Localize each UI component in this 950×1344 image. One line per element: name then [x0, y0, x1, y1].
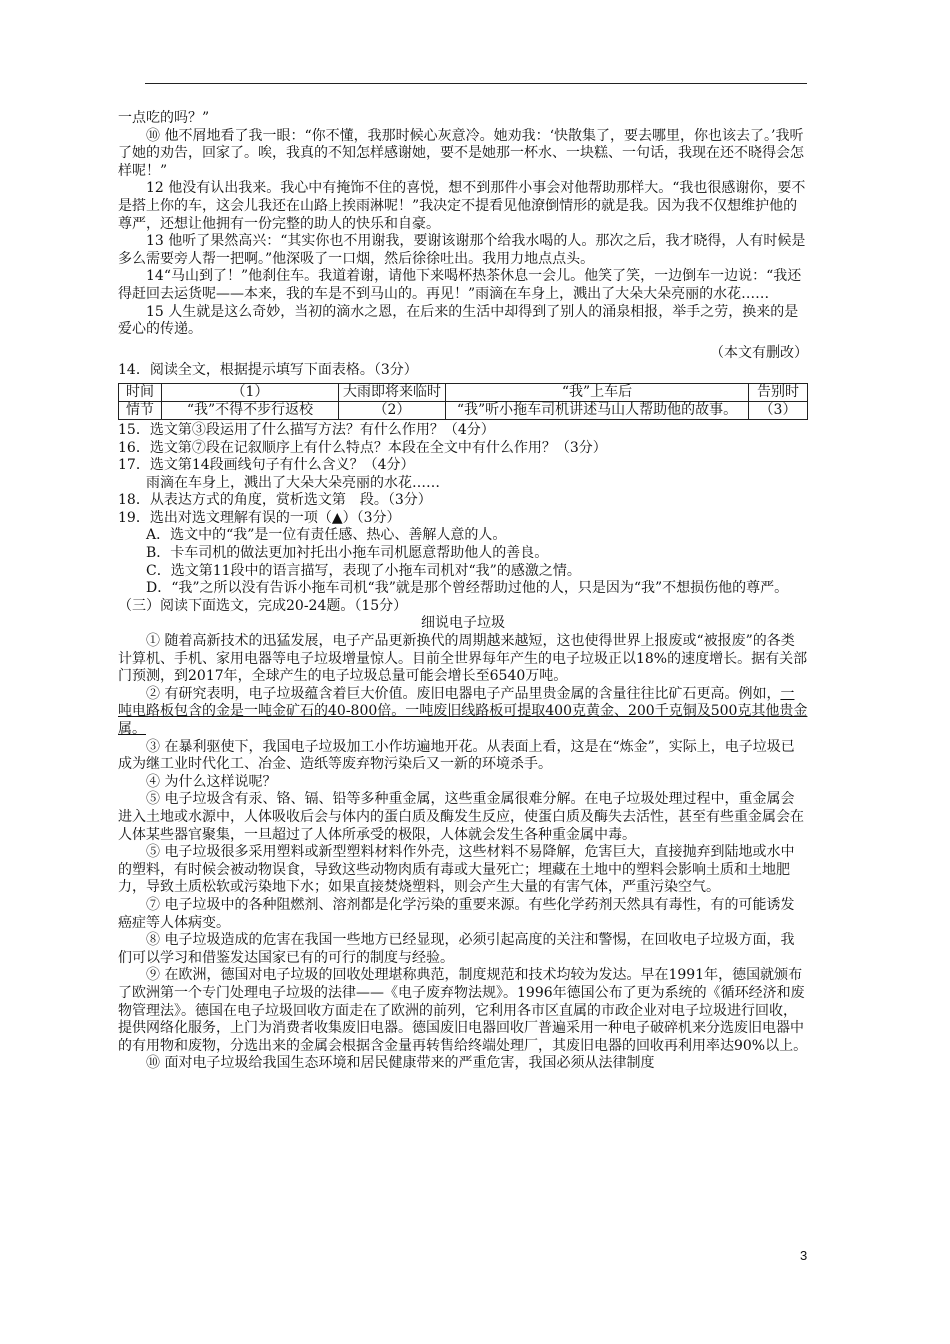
table-cell: “我”不得不步行返校 [162, 401, 339, 419]
option-d: D．“我”之所以没有告诉小拖车司机“我”就是那个曾经帮助过他的人，只是因为“我”不想损伤他的尊严。 [146, 580, 789, 597]
page-content [118, 110, 808, 1073]
article-paragraph-8: ⑧ 电子垃圾造成的危害在我国一些地方已经显现，必须引起高度的关注和警惕，在回收电子垃圾方面，我们可以学习和借鉴发达国家已有的可行的制度与经验。 [118, 932, 795, 966]
article-paragraph-2 [118, 686, 808, 739]
table-cell: 时间 [119, 383, 162, 401]
table-row [119, 401, 808, 419]
article-paragraph-6: ⑤ 电子垃圾很多采用塑料或新型塑料材料作外壳，这些材料不易降解，危害巨大，直接抛弃到陆地或水中的塑料，有时候会被动物误食，导致这些动物肉质有毒或大量死亡；埋藏在土地中的塑料会影响土质和土地肥力，导致土质松软或污染地下水；如果直接焚烧塑料，则会产生大量的有害气体，严重污染空气。 [118, 844, 795, 896]
question-16: 16．选文第⑦段在记叙顺序上有什么特点？本段在全文中有什么作用？（3分） [118, 439, 607, 456]
story-paragraph-15: 15 人生就是这么奇妙，当初的滴水之恩，在后来的生活中却得到了别人的涌泉相报，举手之劳，换来的是爱心的传递。 [118, 303, 799, 338]
story-paragraph-12: 12 他没有认出我来。我心中有掩饰不住的喜悦，想不到那件小事会对他帮助那样大。“我也很感谢你，要不是搭上你的车，这会儿我还在山路上挨雨淋呢！”我决定不提看见他潦倒情形的就是我。因为我不仅想维护他的尊严，还想让他拥有一份完整的助人的快乐和自豪。 [118, 180, 806, 232]
article-title: 细说电子垃圾 [421, 615, 505, 632]
question-18: 18．从表达方式的角度，赏析选文第 段。（3分） [118, 492, 432, 509]
question-19: 19．选出对选文理解有误的一项（▲）（3分） [118, 509, 401, 526]
header-rule [145, 83, 807, 84]
article-paragraph-7: ⑦ 电子垃圾中的各种阻燃剂、溶剂都是化学污染的重要来源。有些化学药剂天然具有毒性，有的可能诱发癌症等人体病变。 [118, 896, 795, 931]
question-14: 14．阅读全文，根据提示填写下面表格。（3分） [118, 362, 418, 379]
table-cell: （3） [749, 401, 808, 419]
article-paragraph-5: ⑤ 电子垃圾含有汞、铬、镉、铅等多种重金属，这些重金属很难分解。在电子垃圾处理过程中，重金属会进入土地或水源中，人体吸收后会与体内的蛋白质及酶发生反应，使蛋白质及酶失去活性，甚至有些重金属会在人体某些器官聚集，一旦超过了人体所承受的极限，人体就会发生各种重金属中毒。 [118, 791, 804, 843]
table-cell: “我”上车后 [446, 383, 749, 401]
story-paragraph-14: 14“马山到了！”他刹住车。我道着谢，请他下来喝杯热茶休息一会儿。他笑了笑，一边倒车一边说：“我还得赶回去运货呢——本来，我的车是不到马山的。再见！”雨滴在车身上，溅出了大朵大朵亮丽的水花…… [118, 268, 802, 302]
table-row [119, 383, 808, 401]
table-cell: （2） [339, 401, 446, 419]
section-3-heading: （三）阅读下面选文，完成20-24题。（15分） [118, 597, 408, 614]
question-15: 15．选文第③段运用了什么描写方法？有什么作用？（4分） [118, 421, 495, 438]
table-cell: （1） [162, 383, 339, 401]
story-paragraph-10: ⑩ 他不屑地看了我一眼：“你不懂，我那时候心灰意冷。她劝我：‘快散集了，要去哪里，你也该去了。’我听了她的劝告，回家了。唉，我真的不知怎样感谢她，要不是她那一杯水、一块糕、一句话，我现在还不晓得会怎样呢！” [118, 127, 804, 179]
underlined-sentence: 一吨电路板包含的金是一吨金矿石的40-800倍。一吨废旧线路板可提取400克黄金、200千克铜及500克其他贵金属。 [118, 685, 808, 737]
story-line-0: 一点吃的吗？” [118, 110, 210, 126]
page-number: 3 [800, 1248, 808, 1263]
option-c: C．选文第11段中的语言描写，表现了小拖车司机对“我”的感激之情。 [146, 562, 581, 579]
question-17: 17．选文第14段画线句子有什么含义？（4分） [118, 457, 415, 474]
source-note: （本文有删改） [710, 344, 808, 361]
article-paragraph-3: ③ 在暴利驱使下，我国电子垃圾加工小作坊遍地开花。从表面上看，这是在“炼金”，实际上，电子垃圾已成为继工业时代化工、冶金、造纸等废弃物污染后又一新的环境杀手。 [118, 738, 795, 773]
option-b: B．卡车司机的做法更加衬托出小拖车司机愿意帮助他人的善良。 [146, 545, 549, 562]
article-paragraph-1: ① 随着高新技术的迅猛发展，电子产品更新换代的周期越来越短，这也使得世界上报废或“被报废”的各类计算机、手机、家用电器等电子垃圾增量惊人。目前全世界每年产生的电子垃圾正以18%的速度增长。据有关部门预测，到2017年，全球产生的电子垃圾总量可能会增长至6540万吨。 [118, 633, 808, 685]
option-a: A．选文中的“我”是一位有责任感、热心、善解人意的人。 [146, 527, 507, 544]
paragraph-2-lead: ② 有研究表明，电子垃圾蕴含着巨大价值。废旧电器电子产品里贵金属的含量往往比矿石更高。例如， [146, 685, 781, 702]
plot-table [118, 383, 808, 420]
story-paragraph-13: 13 他听了果然高兴：“其实你也不用谢我，要谢该谢那个给我水喝的人。那次之后，我才晓得，人有时候是多么需要旁人帮一把啊。”他深吸了一口烟，然后徐徐吐出。我用力地点点头。 [118, 233, 806, 267]
table-cell: “我”听小拖车司机讲述马山人帮助他的故事。 [446, 401, 749, 419]
article-paragraph-4: ④ 为什么这样说呢？ [146, 773, 277, 790]
table-cell: 告别时 [749, 383, 808, 401]
table-cell: 情节 [119, 401, 162, 419]
article-paragraph-10: ⑩ 面对电子垃圾给我国生态环境和居民健康带来的严重危害，我国必须从法律制度 [146, 1055, 655, 1072]
article-paragraph-9: ⑨ 在欧洲，德国对电子垃圾的回收处理堪称典范，制度规范和技术均较为发达。早在1991年，德国就颁布了欧洲第一个专门处理电子垃圾的法律——《电子废弃物法规》。1996年德国公布了更为系统的《循环经济和废物管理法》。德国在电子垃圾回收方面走在了欧洲的前列，它利用各市区直属的市政企业对电子垃圾进行回收，提供网络化服务，上门为消费者收集废旧电器。德国废旧电器回收厂普遍采用一种电子破碎机来分选废旧电器中的有用物和废物，分选出来的金属会根据含金量再转售给终端处理厂，其废旧电器的回收再利用率达90%以上。 [118, 967, 808, 1054]
table-cell: 大雨即将来临时 [339, 383, 446, 401]
question-17-quote: 雨滴在车身上，溅出了大朵大朵亮丽的水花…… [146, 474, 440, 491]
